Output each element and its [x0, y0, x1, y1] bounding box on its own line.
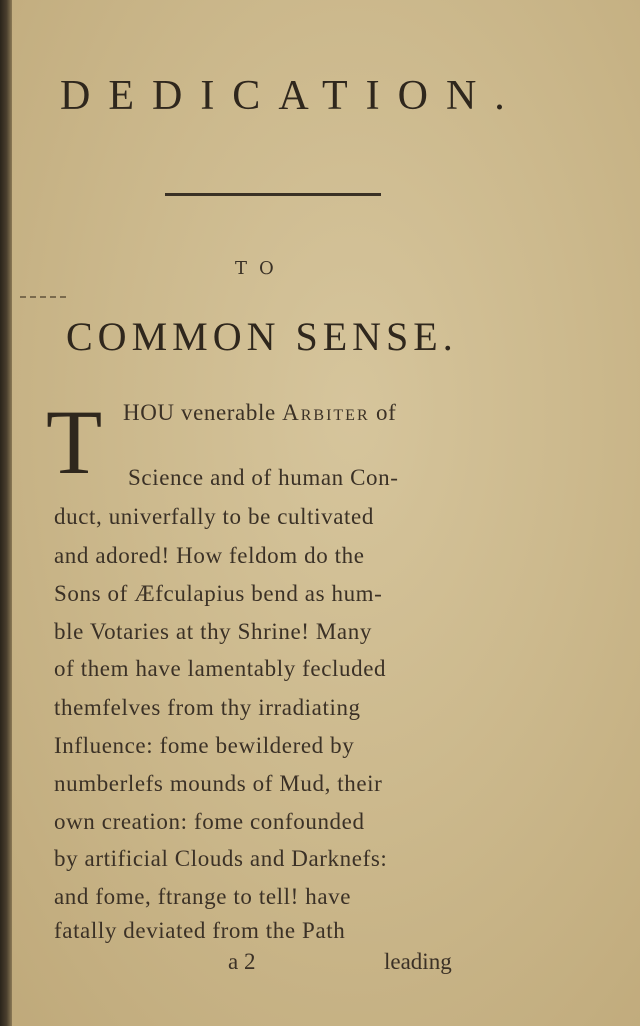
ornamental-rule [165, 193, 381, 196]
catchword: leading [384, 949, 452, 974]
body-line-7: of them have lamentably fecluded [54, 656, 387, 681]
signature-mark: a 2 [228, 949, 256, 974]
body-line-12: by artificial Clouds and Darknefs: [54, 846, 388, 871]
to-label: TO [235, 258, 286, 279]
margin-mark [20, 296, 66, 300]
body-line-2: Science and of human Con- [128, 465, 399, 490]
body-line-11: own creation: fome confounded [54, 809, 365, 834]
book-binding-edge [0, 0, 12, 1026]
body-line-14: fatally deviated from the Path [54, 918, 346, 943]
body-line-9: Influence: fome bewildered by [54, 733, 355, 758]
body-line-1-start: HOU venerable [123, 400, 283, 425]
body-line-4: and adored! How feldom do the [54, 543, 365, 568]
body-line-5: Sons of Æfculapius bend as hum- [54, 581, 383, 606]
drop-capital: T [46, 391, 103, 493]
body-line-1 [123, 398, 396, 428]
body-line-13: and fome, ftrange to tell! have [54, 884, 352, 909]
dedicatee-title: COMMON SENSE. [66, 314, 458, 359]
arbiter-word: Arbiter [282, 400, 370, 425]
body-line-8: themfelves from thy irradiating [54, 695, 361, 720]
body-line-1-end: of [369, 400, 397, 425]
body-line-6: ble Votaries at thy Shrine! Many [54, 619, 372, 644]
body-line-10: numberlefs mounds of Mud, their [54, 771, 383, 796]
dedication-heading: DEDICATION. [60, 73, 523, 119]
body-line-3: duct, univerfally to be cultivated [54, 504, 374, 529]
